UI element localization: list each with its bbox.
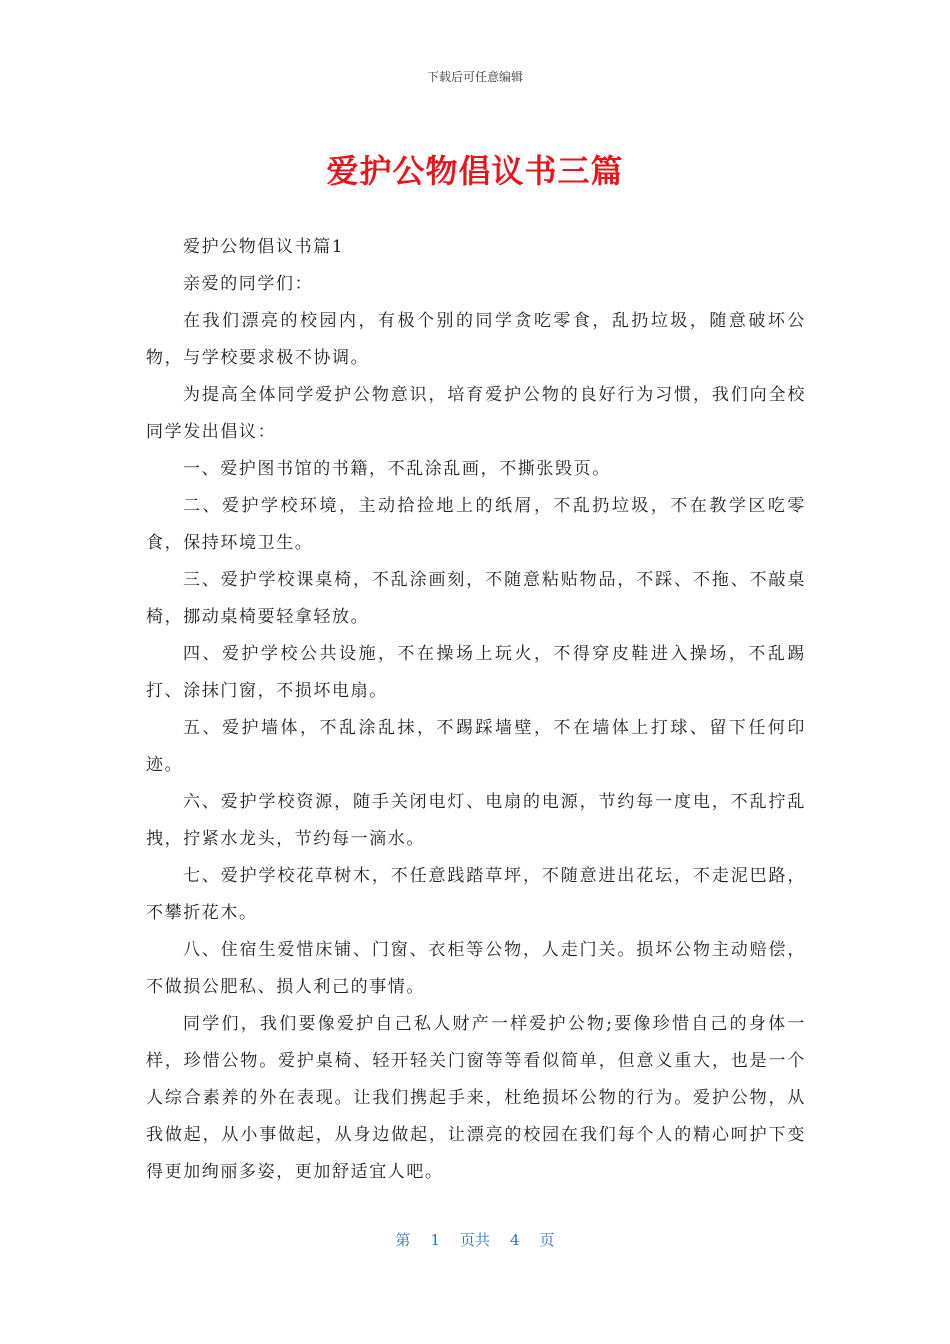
proposal-item: 六、爱护学校资源，随手关闭电灯、电扇的电源，节约每一度电，不乱拧乱拽，拧紧水龙头，节约每一滴水。 bbox=[146, 792, 806, 849]
footer-label-end: 页 bbox=[539, 1231, 555, 1249]
proposal-item: 三、爱护学校课桌椅，不乱涂画刻，不随意粘贴物品，不踩、不拖、不敲桌椅，挪动桌椅要轻拿轻放。 bbox=[146, 570, 806, 627]
footer-total-pages: 4 bbox=[510, 1231, 520, 1249]
proposal-item: 二、爱护学校环境，主动拾捡地上的纸屑，不乱扔垃圾，不在教学区吃零食，保持环境卫生。 bbox=[146, 496, 806, 553]
page-footer bbox=[0, 1229, 950, 1250]
proposal-item: 四、爱护学校公共设施，不在操场上玩火，不得穿皮鞋进入操场，不乱踢打、涂抹门窗，不损坏电扇。 bbox=[146, 644, 806, 701]
header-note: 下载后可任意编辑 bbox=[426, 70, 523, 84]
document-body bbox=[146, 229, 806, 1191]
footer-label-page: 第 bbox=[395, 1231, 411, 1249]
section-heading: 爱护公物倡议书篇1 bbox=[183, 237, 345, 257]
paragraph: 在我们漂亮的校园内，有极个别的同学贪吃零食，乱扔垃圾，随意破坏公物，与学校要求极不协调。 bbox=[146, 311, 806, 368]
salutation: 亲爱的同学们： bbox=[183, 274, 314, 294]
footer-label-total: 页共 bbox=[459, 1231, 490, 1249]
proposal-item: 五、爱护墙体，不乱涂乱抹，不踢踩墙壁，不在墙体上打球、留下任何印迹。 bbox=[146, 718, 806, 775]
proposal-item: 七、爱护学校花草树木，不任意践踏草坪，不随意进出花坛，不走泥巴路，不攀折花木。 bbox=[146, 866, 806, 923]
closing-paragraph: 同学们，我们要像爱护自己私人财产一样爱护公物;要像珍惜自己的身体一样，珍惜公物。爱护桌椅、轻开轻关门窗等等看似简单，但意义重大，也是一个人综合素养的外在表现。让我们携起手来，杜绝损坏公物的行为。爱护公物，从我做起，从小事做起，从身边做起，让漂亮的校园在我们每个人的精心呵护下变得更加绚丽多姿，更加舒适宜人吧。 bbox=[146, 1014, 806, 1182]
paragraph: 为提高全体同学爱护公物意识，培育爱护公物的良好行为习惯，我们向全校同学发出倡议： bbox=[146, 385, 806, 442]
proposal-item: 一、爱护图书馆的书籍，不乱涂乱画，不撕张毁页。 bbox=[183, 459, 611, 479]
footer-current-page: 1 bbox=[430, 1231, 440, 1249]
proposal-item: 八、住宿生爱惜床铺、门窗、衣柜等公物，人走门关。损坏公物主动赔偿，不做损公肥私、损人利己的事情。 bbox=[146, 940, 806, 997]
document-title: 爱护公物倡议书三篇 bbox=[326, 152, 624, 190]
